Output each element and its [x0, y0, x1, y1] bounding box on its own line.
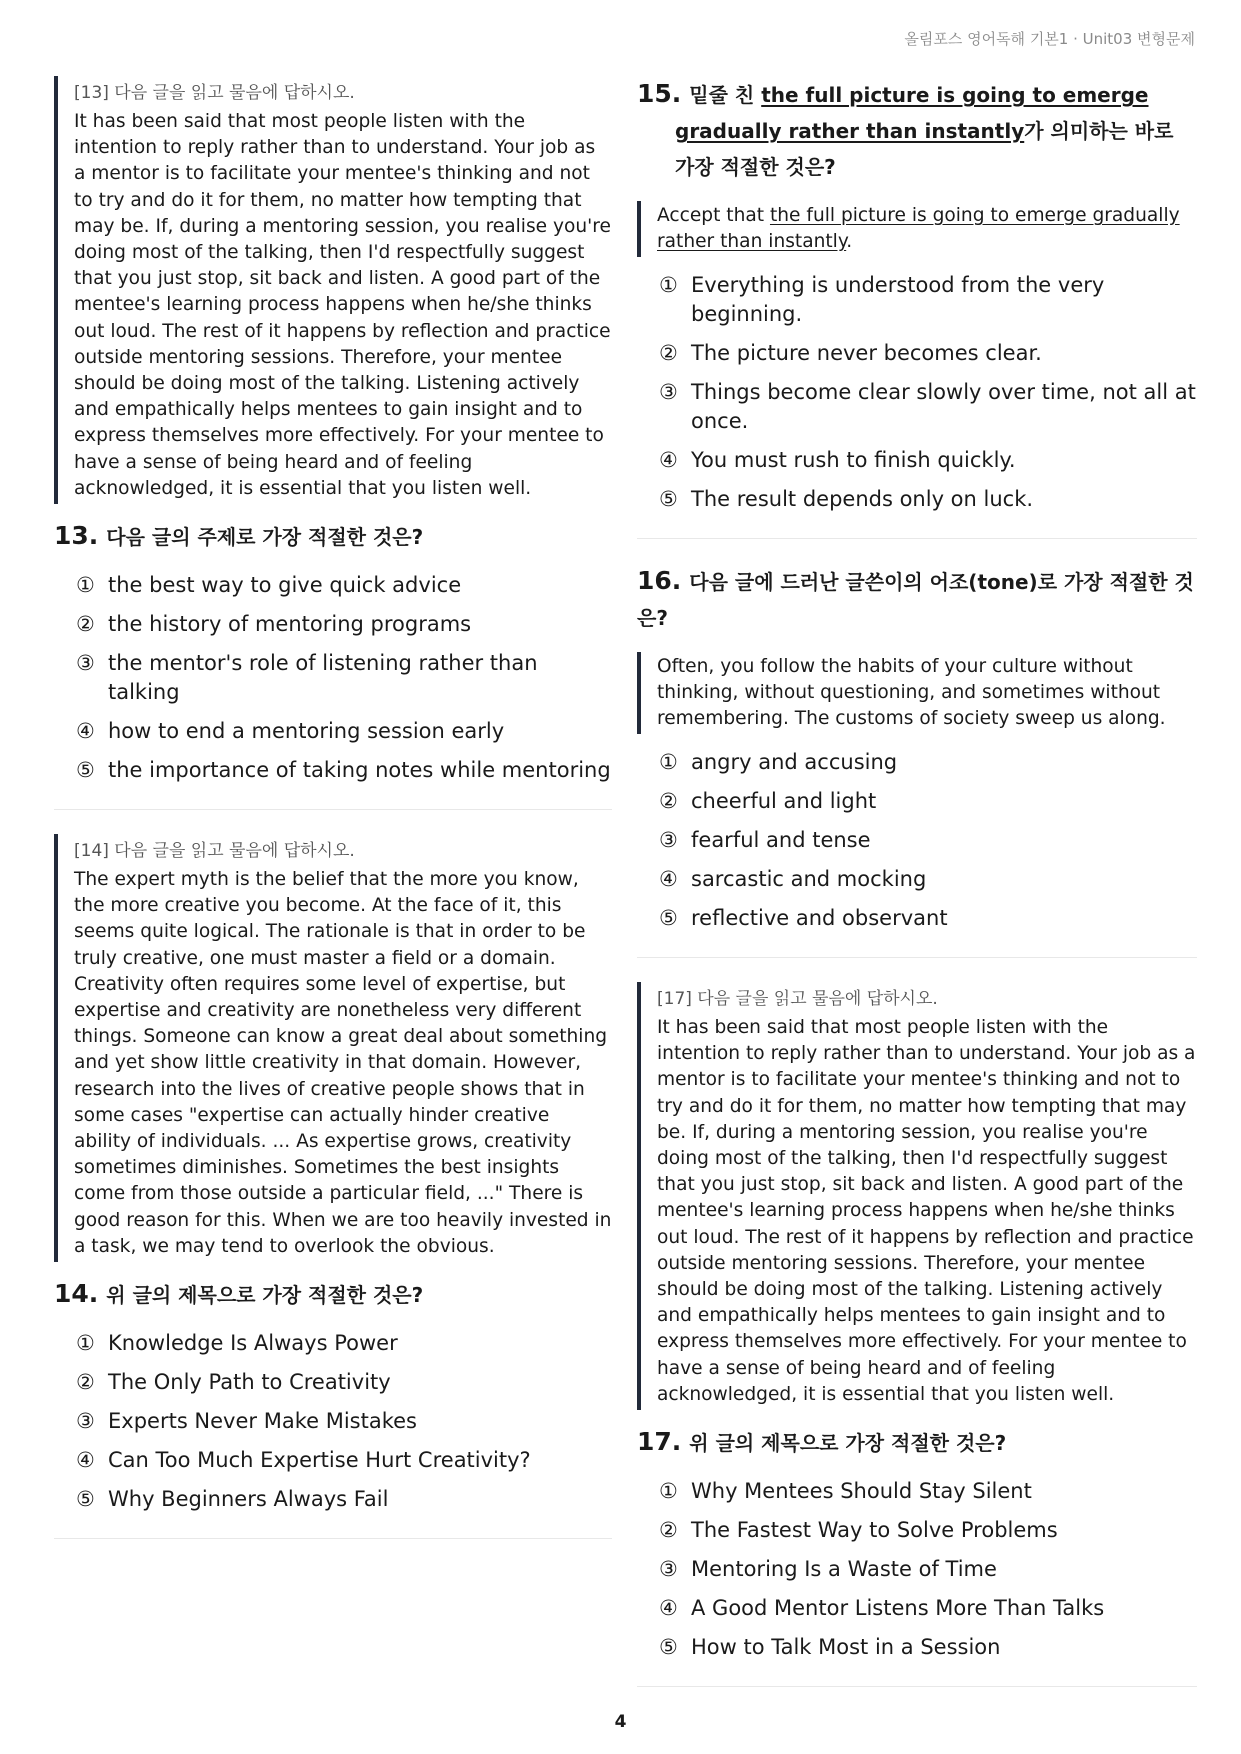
question-underlined: the full picture is going to emerge gradually rather than instantly: [675, 83, 1149, 143]
right-column: [637, 76, 1197, 1711]
option-text: fearful and tense: [691, 828, 871, 852]
option-marker: ②: [659, 341, 678, 365]
option-item[interactable]: [659, 1516, 1197, 1545]
option-marker: ③: [659, 1557, 678, 1582]
question-text: 위 글의 제목으로 가장 적절한 것은?: [106, 1283, 424, 1308]
question-text: 위 글의 제목으로 가장 적절한 것은?: [689, 1431, 1007, 1456]
option-text: the history of mentoring programs: [108, 612, 472, 637]
question-15: [637, 76, 1197, 185]
option-text: Everything is understood from the very beginning.: [691, 273, 1105, 326]
passage-text: The expert myth is the belief that the more you know, the more creative you become. At the face of it, this seems quite logical. The rationale is that in order to be truly creative, one must master a field or a domain. Creativity often requires some level of expertise, but expertise and creativity are nonetheless very different things. Someone can know a great deal about something and yet show little creativity in that domain. However, research into the lives of creative people shows that in some cases "expertise can actually hinder creative ability of individuals. ... As expertise grows, creativity sometimes diminishes. Sometimes the best insights come from those outside a particular field, ..." There is good reason for this. When we are too heavily invested in a task, we may tend to overlook the obvious.: [74, 869, 612, 1257]
question-14: [54, 1276, 612, 1313]
options-14: [54, 1329, 612, 1514]
option-text: Why Mentees Should Stay Silent: [691, 1479, 1032, 1504]
question-16: [637, 563, 1197, 636]
option-text: The Only Path to Creativity: [108, 1370, 391, 1395]
options-15: [637, 271, 1197, 514]
option-item[interactable]: [659, 485, 1197, 514]
divider: [637, 1686, 1197, 1687]
option-marker: ①: [76, 1331, 95, 1356]
option-marker: ⑤: [659, 487, 678, 511]
option-item[interactable]: [76, 610, 612, 639]
question-text: 다음 글에 드러난 글쓴이의 어조(tone)로 가장 적절한 것은?: [637, 570, 1194, 630]
option-text: Things become clear slowly over time, not all at once.: [691, 380, 1196, 433]
option-text: the best way to give quick advice: [108, 573, 462, 598]
option-marker: ②: [76, 1370, 95, 1395]
options-17: [637, 1477, 1197, 1662]
option-text: how to end a mentoring session early: [108, 719, 505, 744]
option-item[interactable]: [659, 1594, 1197, 1623]
option-text: cheerful and light: [691, 789, 877, 813]
option-text: the importance of taking notes while mentoring: [108, 758, 611, 783]
passage-16: [637, 652, 1197, 734]
option-text: Why Beginners Always Fail: [108, 1487, 389, 1512]
option-item[interactable]: [659, 748, 1197, 777]
option-text: Mentoring Is a Waste of Time: [691, 1557, 997, 1582]
option-marker: ⑤: [659, 1635, 678, 1660]
divider: [54, 1538, 612, 1539]
option-marker: ⑤: [76, 1487, 95, 1512]
option-item[interactable]: [659, 339, 1197, 368]
option-text: the mentor's role of listening rather than talking: [108, 651, 538, 705]
question-number: 16.: [637, 566, 682, 595]
option-marker: ④: [659, 1596, 678, 1621]
option-text: sarcastic and mocking: [691, 867, 927, 891]
passage-text: Often, you follow the habits of your culture without thinking, without questioning, and sometimes without remembering. The customs of society sweep us along.: [657, 656, 1166, 729]
option-item[interactable]: [659, 1477, 1197, 1506]
option-text: angry and accusing: [691, 750, 898, 774]
passage-prefix: Accept that: [657, 205, 765, 226]
option-item[interactable]: [659, 865, 1197, 894]
option-item[interactable]: [659, 1555, 1197, 1584]
option-item[interactable]: [76, 1485, 612, 1514]
option-marker: ②: [659, 1518, 678, 1543]
page-number: 4: [614, 1712, 627, 1732]
passage-label: [13] 다음 글을 읽고 물음에 답하시오.: [74, 83, 355, 103]
divider: [637, 957, 1197, 958]
option-item[interactable]: [659, 446, 1197, 475]
option-marker: ①: [659, 273, 678, 297]
option-text: The picture never becomes clear.: [691, 341, 1042, 365]
passage-text: It has been said that most people listen with the intention to reply rather than to understand. Your job as a mentor is to facilitate your mentee's thinking and not to try and do it for them, no matter how tempting that may be. If, during a mentoring session, you realise you're doing most of the talking, then I'd respectfully suggest that you just stop, sit back and listen. A good part of the mentee's learning process happens when he/she thinks out loud. The rest of it happens by reflection and practice outside mentoring sessions. Therefore, your mentee should be doing most of the talking. Listening actively and empathically helps mentees to gain insight and to express themselves more effectively. For your mentee to have a sense of being heard and of feeling acknowledged, it is essential that you listen well.: [657, 1017, 1196, 1405]
option-item[interactable]: [76, 571, 612, 600]
options-16: [637, 748, 1197, 933]
option-text: The Fastest Way to Solve Problems: [691, 1518, 1058, 1543]
option-marker: ③: [659, 828, 678, 852]
question-13: [54, 518, 612, 555]
option-text: Can Too Much Expertise Hurt Creativity?: [108, 1448, 531, 1473]
option-text: The result depends only on luck.: [691, 487, 1034, 511]
option-text: reflective and observant: [691, 906, 948, 930]
option-marker: ③: [659, 380, 678, 404]
option-marker: ④: [659, 448, 678, 472]
option-item[interactable]: [659, 1633, 1197, 1662]
question-number: 15.: [637, 79, 682, 108]
passage-15: [637, 201, 1197, 257]
option-item[interactable]: [659, 787, 1197, 816]
question-number: 14.: [54, 1279, 99, 1309]
passage-label: [14] 다음 글을 읽고 물음에 답하시오.: [74, 841, 355, 862]
option-marker: ①: [659, 750, 678, 774]
option-item[interactable]: [659, 271, 1197, 329]
option-item[interactable]: [76, 1368, 612, 1397]
question-number: 17.: [637, 1427, 682, 1457]
option-text: How to Talk Most in a Session: [691, 1635, 1001, 1660]
option-item[interactable]: [659, 826, 1197, 855]
passage-14: [54, 834, 612, 1262]
passage-underlined: the full picture is going to emerge gradually rather than instantly: [657, 205, 1180, 252]
passage-label: [17] 다음 글을 읽고 물음에 답하시오.: [657, 989, 938, 1009]
options-13: [54, 571, 612, 785]
option-item[interactable]: [659, 378, 1197, 436]
option-text: A Good Mentor Listens More Than Talks: [691, 1596, 1105, 1621]
question-17: [637, 1424, 1197, 1461]
passage-text: It has been said that most people listen with the intention to reply rather than to understand. Your job as a mentor is to facilitate your mentee's thinking and not to try and do it for them, no matter how tempting that may be. If, during a mentoring session, you realise you're doing most of the talking, then I'd respectfully suggest that you just stop, sit back and listen. A good part of the mentee's learning process happens when he/she thinks out loud. The rest of it happens by reflection and practice outside mentoring sessions. Therefore, your mentee should be doing most of the talking. Listening actively and empathically helps mentees to gain insight and to express themselves more effectively. For your mentee to have a sense of being heard and of feeling acknowledged, it is essential that you listen well.: [74, 111, 611, 499]
option-text: Knowledge Is Always Power: [108, 1331, 398, 1356]
option-marker: ④: [76, 719, 95, 744]
option-item[interactable]: [659, 904, 1197, 933]
divider: [54, 809, 612, 810]
option-item[interactable]: [76, 1329, 612, 1358]
question-text: 다음 글의 주제로 가장 적절한 것은?: [106, 525, 424, 550]
question-suffix: 가 의미하는 바로 가장 적절한 것은?: [675, 119, 1174, 179]
option-marker: ①: [76, 573, 95, 598]
option-text: Experts Never Make Mistakes: [108, 1409, 417, 1434]
passage-text: [657, 203, 1197, 255]
option-marker: ⑤: [659, 906, 678, 930]
option-marker: ②: [76, 612, 95, 637]
left-column: [54, 76, 612, 1563]
page-header: 올림포스 영어독해 기본1 · Unit03 변형문제: [904, 30, 1195, 48]
option-marker: ②: [659, 789, 678, 813]
passage-suffix: .: [846, 231, 853, 252]
option-marker: ④: [76, 1448, 95, 1473]
option-marker: ⑤: [76, 758, 95, 783]
question-prefix: 밑줄 친: [689, 83, 755, 107]
option-item[interactable]: [76, 1407, 612, 1436]
option-item[interactable]: [76, 1446, 612, 1475]
option-item[interactable]: [76, 717, 612, 746]
option-text: You must rush to finish quickly.: [691, 448, 1016, 472]
passage-13: [54, 76, 612, 504]
option-item[interactable]: [76, 756, 612, 785]
question-number: 13.: [54, 521, 99, 551]
option-marker: ③: [76, 651, 95, 676]
option-item[interactable]: [76, 649, 612, 707]
passage-17: [637, 982, 1197, 1410]
divider: [637, 538, 1197, 539]
option-marker: ③: [76, 1409, 95, 1434]
option-marker: ①: [659, 1479, 678, 1504]
option-marker: ④: [659, 867, 678, 891]
